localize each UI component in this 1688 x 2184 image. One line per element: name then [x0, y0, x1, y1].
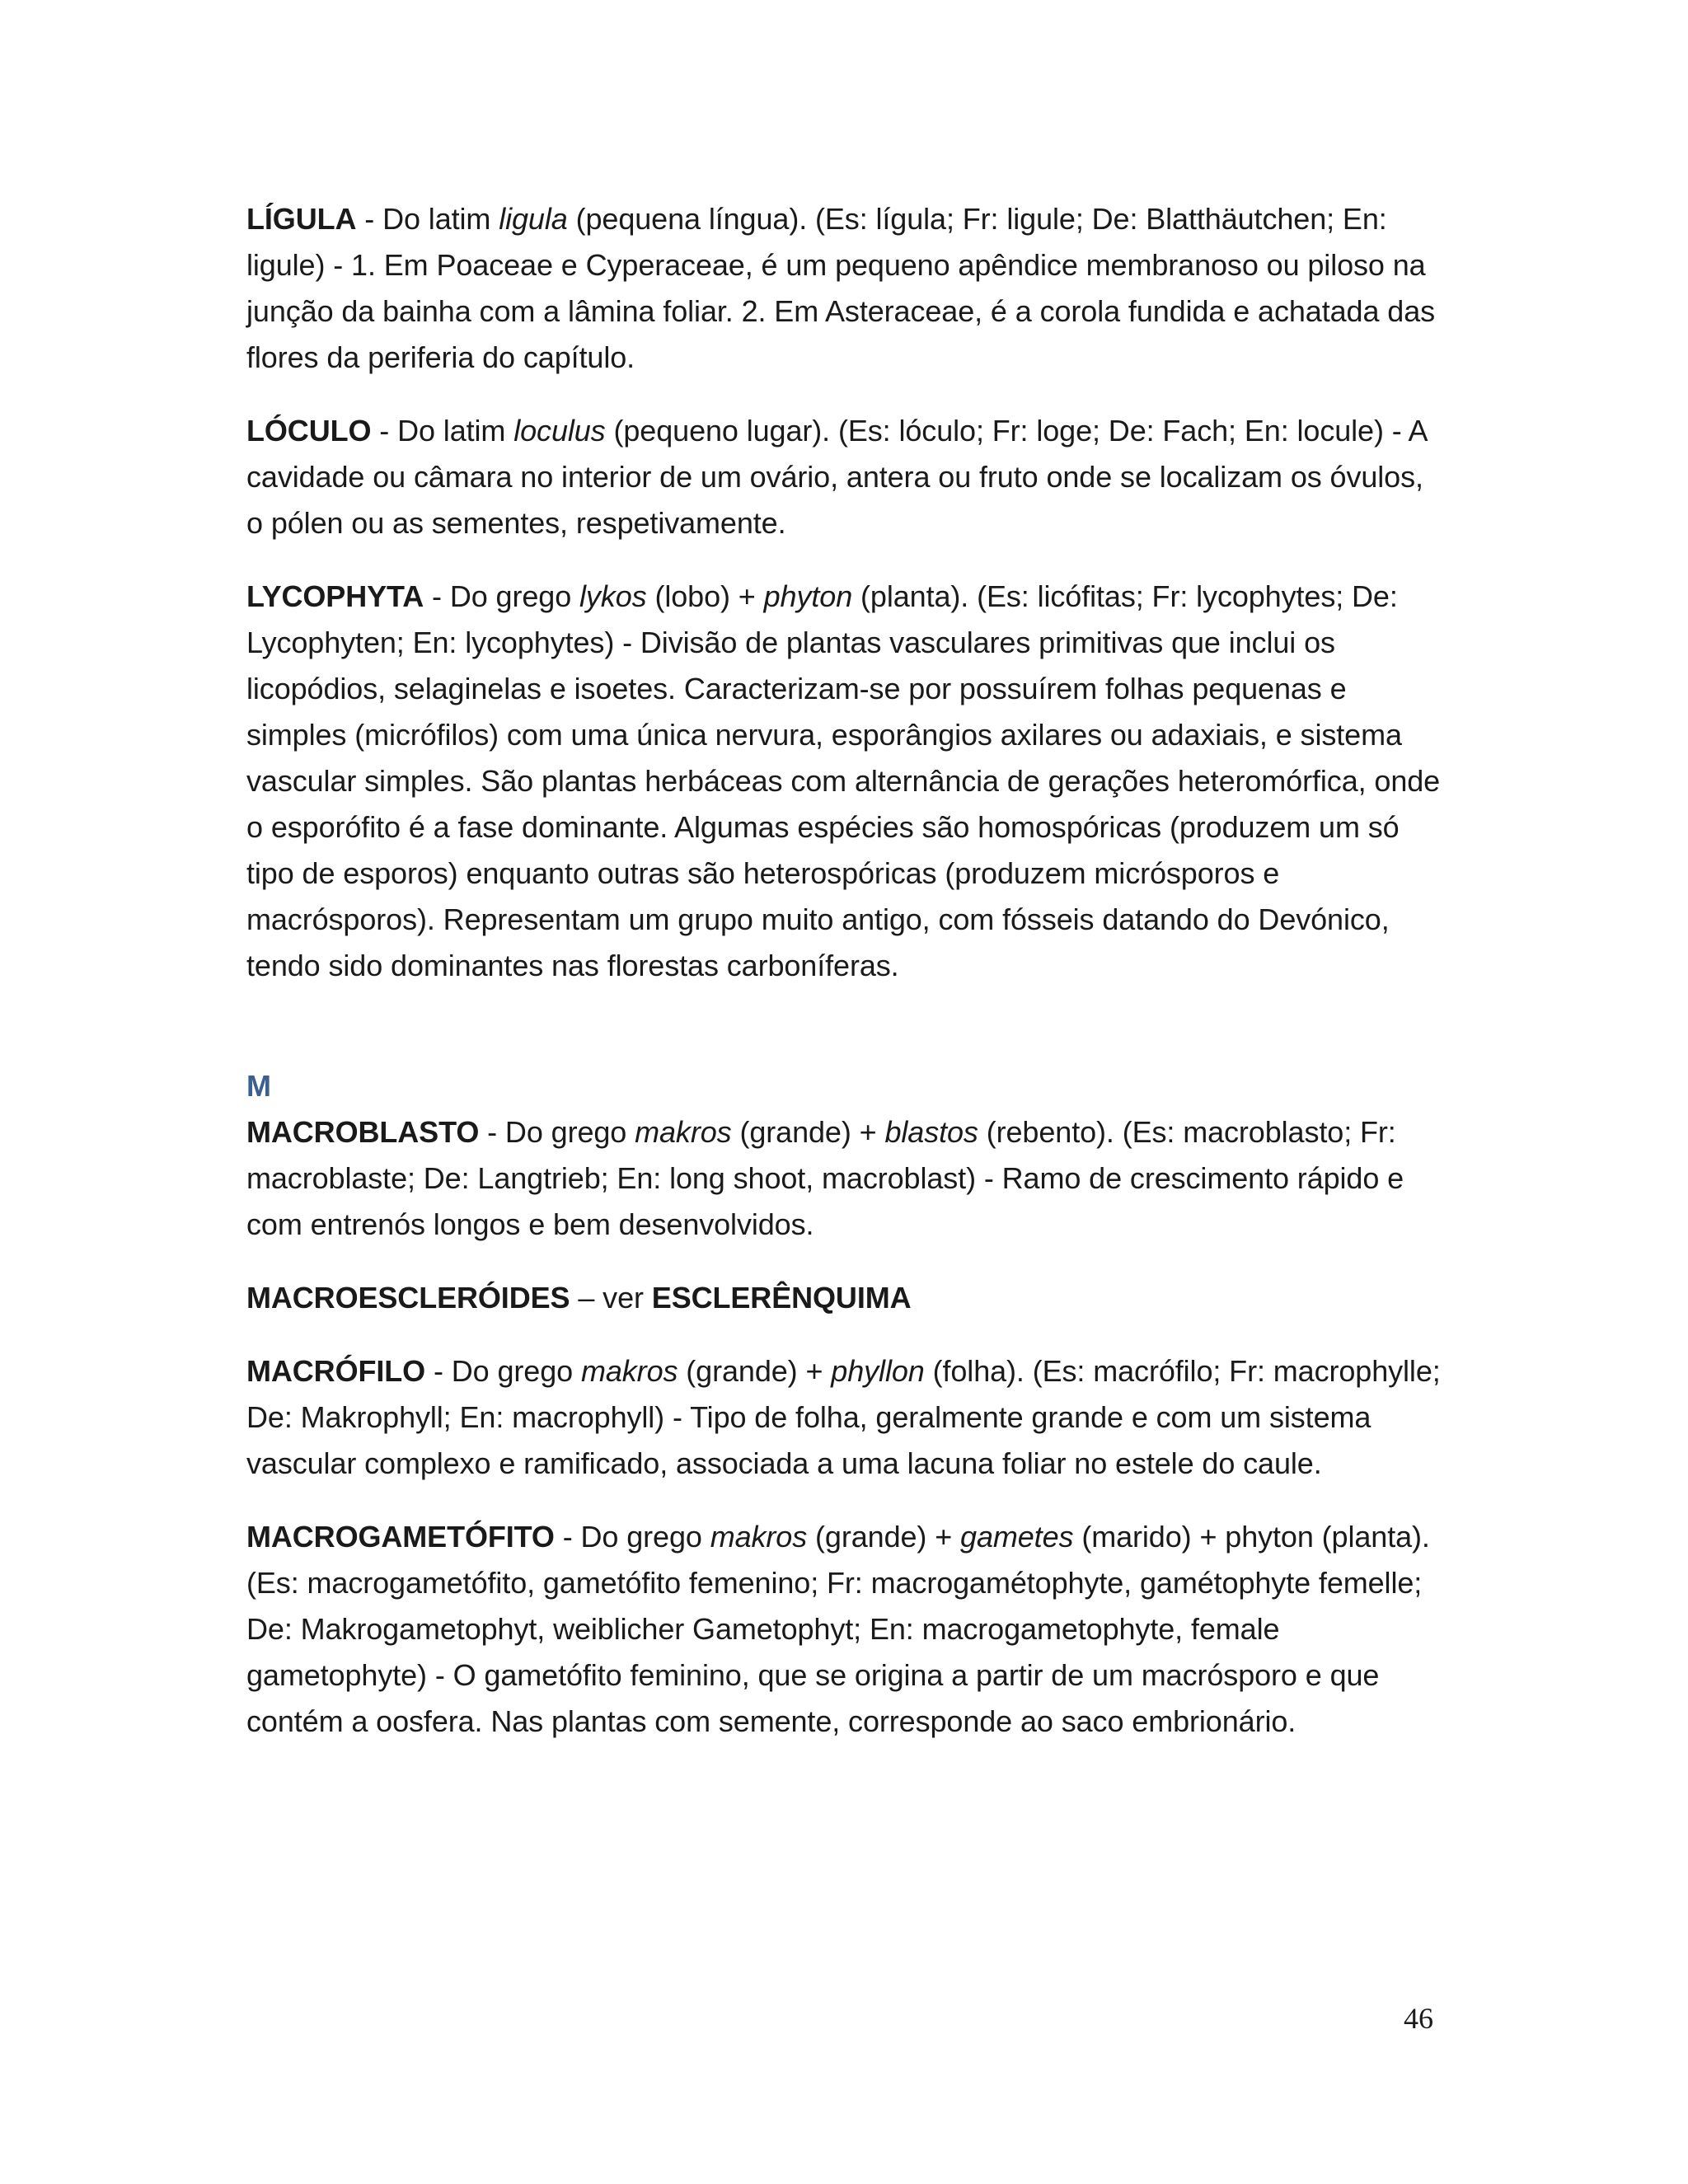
entry-term: MACROGAMETÓFITO: [246, 1520, 555, 1554]
entry-macrogametofito: MACROGAMETÓFITO - Do grego makros (grande) + gametes (marido) + phyton (planta). (Es: macrogametófito, gametófito femenino; Fr: macrogamétophyte, gamétophyte femelle; De: Makrogametophyt, weiblicher Gametophyt; En: macrogametophyte, female gametophyte) - O gametófito feminino, que se origina a partir de um macrósporo e que contém a oosfera. Nas plantas com semente, corresponde ao saco embrionário.: [246, 1520, 1430, 1738]
entry-term: LYCOPHYTA: [246, 579, 424, 613]
page-number: 46: [1404, 2002, 1433, 2035]
entry-loculo: LÓCULO - Do latim loculus (pequeno lugar). (Es: lóculo; Fr: loge; De: Fach; En: locule) - A cavidade ou câmara no interior de um ovário, antera ou fruto onde se localizam os óvulos, o pólen ou as sementes, respetivamente.: [246, 414, 1427, 540]
entry-lycophyta: LYCOPHYTA - Do grego lykos (lobo) + phyton (planta). (Es: licófitas; Fr: lycophytes; De: Lycophyten; En: lycophytes) - Divisão de plantas vasculares primitivas que inclui os licopódios, selaginelas e isoetes. Caracterizam-se por possuírem folhas pequenas e simples (micrófilos) com uma única nervura, esporângios axilares ou adaxiais, e sistema vascular simples. São plantas herbáceas com alternância de gerações heteromórfica, onde o esporófito é a fase dominante. Algumas espécies são homospóricas (produzem um só tipo de esporos) enquanto outras são heterospóricas (produzem micrósporos e macrósporos). Representam um grupo muito antigo, com fósseis datando do Devónico, tendo sido dominantes nas florestas carboníferas.: [246, 579, 1441, 982]
entry-term: LÓCULO: [246, 414, 372, 448]
entry-term: MACROBLASTO: [246, 1115, 480, 1149]
entry-macrofilo: MACRÓFILO - Do grego makros (grande) + phyllon (folha). (Es: macrófilo; Fr: macrophylle; De: Makrophyll; En: macrophyll) - Tipo de folha, geralmente grande e com um sistema vascular complexo e ramificado, associada a uma lacuna foliar no estele do caule.: [246, 1354, 1441, 1480]
entry-macroblasto: MACROBLASTO - Do grego makros (grande) + blastos (rebento). (Es: macroblasto; Fr: macroblaste; De: Langtrieb; En: long shoot, macroblast) - Ramo de crescimento rápido e com entrenós longos e bem desenvolvidos.: [246, 1115, 1404, 1241]
entry-term: LÍGULA: [246, 202, 357, 236]
section-heading-m: M: [246, 1069, 271, 1103]
entry-term: MACRÓFILO: [246, 1354, 426, 1388]
entry-macroescleroides: MACROESCLERÓIDES – ver ESCLERÊNQUIMA: [246, 1281, 912, 1315]
entry-ligula: LÍGULA - Do latim ligula (pequena língua). (Es: lígula; Fr: ligule; De: Blatthäutchen; En: ligule) - 1. Em Poaceae e Cyperaceae, é um pequeno apêndice membranoso ou piloso na junção da bainha com a lâmina foliar. 2. Em Asteraceae, é a corola fundida e achatada das flores da periferia do capítulo.: [246, 202, 1436, 374]
cross-reference: ESCLERÊNQUIMA: [651, 1281, 912, 1315]
entry-term: MACROESCLERÓIDES: [246, 1281, 570, 1315]
glossary-page: [246, 196, 1442, 1772]
